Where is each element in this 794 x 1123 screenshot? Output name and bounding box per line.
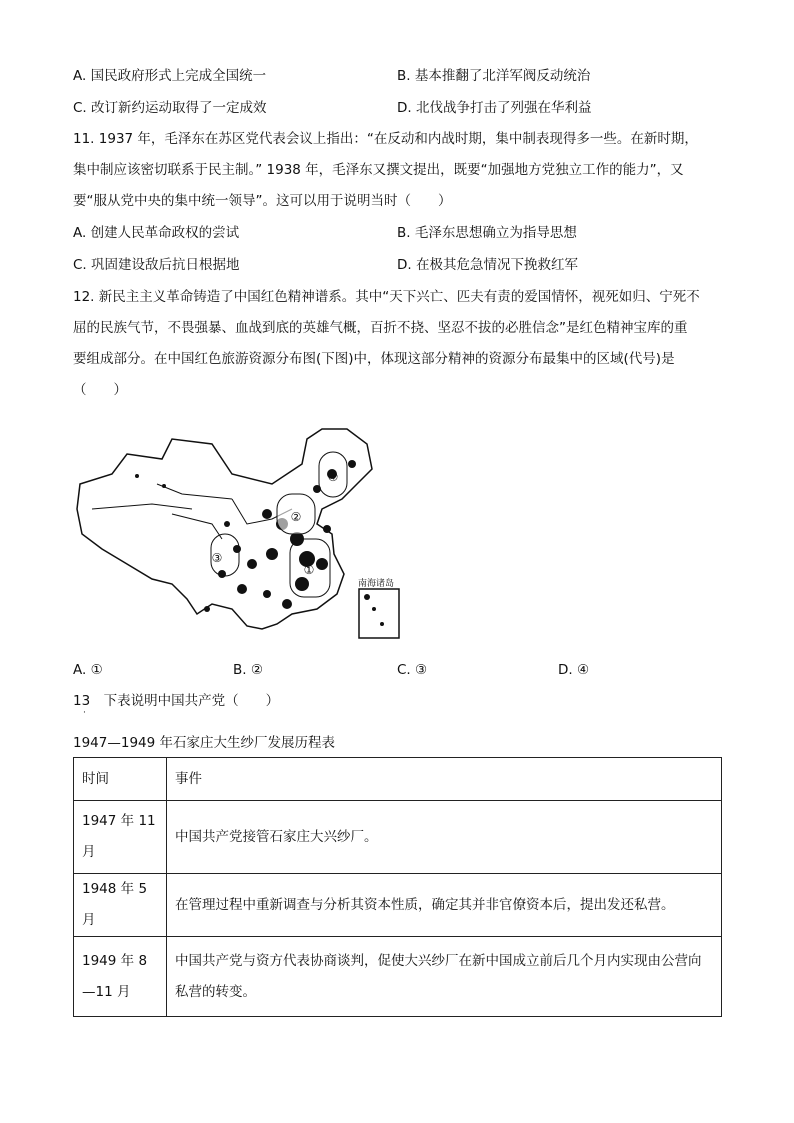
q11-stem-line: 11. 1937 年，毛泽东在苏区党代表会议上指出：“在反动和内战时期，集中制表现得多一些。在新时期， (73, 131, 698, 147)
q12-option-a: A. ① (73, 662, 103, 678)
q12-stem-line: （ ） (73, 382, 127, 398)
region-2-label: ② (290, 510, 302, 524)
event-cell: 中国共产党接管石家庄大兴纱厂。 (167, 801, 722, 874)
q10-option-a: A. 国民政府形式上完成全国统一 (73, 68, 267, 84)
q11-stem-line: 要“服从党中央的集中统一领导”。这可以用于说明当时（ ） (73, 193, 452, 209)
header-time: 时间 (74, 758, 167, 801)
region-4-label: ④ (327, 470, 339, 484)
q10-option-b: B. 基本推翻了北洋军阀反动统治 (397, 68, 591, 84)
table-header-row (74, 758, 722, 801)
time-cell: 1948 年 5 月 (74, 874, 167, 937)
inset-label: 南海诸岛 (357, 579, 395, 589)
event-cell: 中国共产党与资方代表协商谈判，促使大兴纱厂在新中国成立前后几个月内实现由公营向私营的转变。 (167, 937, 722, 1017)
q13-stem: 13 下表说明中国共产党（ ） (73, 693, 280, 709)
time-cell: 1947 年 11 月 (74, 801, 167, 874)
q11-option-d: D. 在极其危急情况下挽救红军 (397, 257, 578, 273)
q12-stem-line: 屈的民族气节，不畏强暴、血战到底的英雄气概，百折不挠、坚忍不拔的必胜信念”是红色精神宝库的重 (73, 320, 688, 336)
region-3-label: ③ (211, 551, 223, 565)
q10-option-d: D. 北伐战争打击了列强在华利益 (397, 100, 592, 116)
event-cell: 在管理过程中重新调查与分析其资本性质，确定其并非官僚资本后，提出发还私营。 (167, 874, 722, 937)
history-table (73, 757, 722, 1017)
q11-option-a: A. 创建人民革命政权的尝试 (73, 225, 240, 241)
q10-option-c: C. 改订新约运动取得了一定成效 (73, 100, 267, 116)
header-event: 事件 (167, 758, 722, 801)
time-cell: 1949 年 8—11 月 (74, 937, 167, 1017)
table-row (74, 937, 722, 1017)
table-title: 1947—1949 年石家庄大生纱厂发展历程表 (73, 735, 336, 751)
q11-stem-line: 集中制应该密切联系于民主制。” 1938 年，毛泽东又撰文提出，既要“加强地方党独立工作的能力”，又 (73, 162, 684, 178)
q12-option-c: C. ③ (397, 662, 428, 678)
resource-dots (135, 460, 356, 612)
q12-option-b: B. ② (233, 662, 263, 678)
stray-dot: · (83, 708, 86, 718)
q12-stem-line: 12. 新民主主义革命铸造了中国红色精神谱系。其中“天下兴亡、匹夫有责的爱国情怀，视死如归、宁死不 (73, 289, 700, 305)
table-row (74, 801, 722, 874)
red-tourism-map (72, 414, 412, 646)
q11-option-b: B. 毛泽东思想确立为指导思想 (397, 225, 577, 241)
q11-option-c: C. 巩固建设敌后抗日根据地 (73, 257, 240, 273)
q12-stem-line: 要组成部分。在中国红色旅游资源分布图(下图)中，体现这部分精神的资源分布最集中的区域(代号)是 (73, 351, 675, 367)
region-1-label: ① (303, 563, 315, 577)
table-row (74, 874, 722, 937)
q12-option-d: D. ④ (558, 662, 590, 678)
